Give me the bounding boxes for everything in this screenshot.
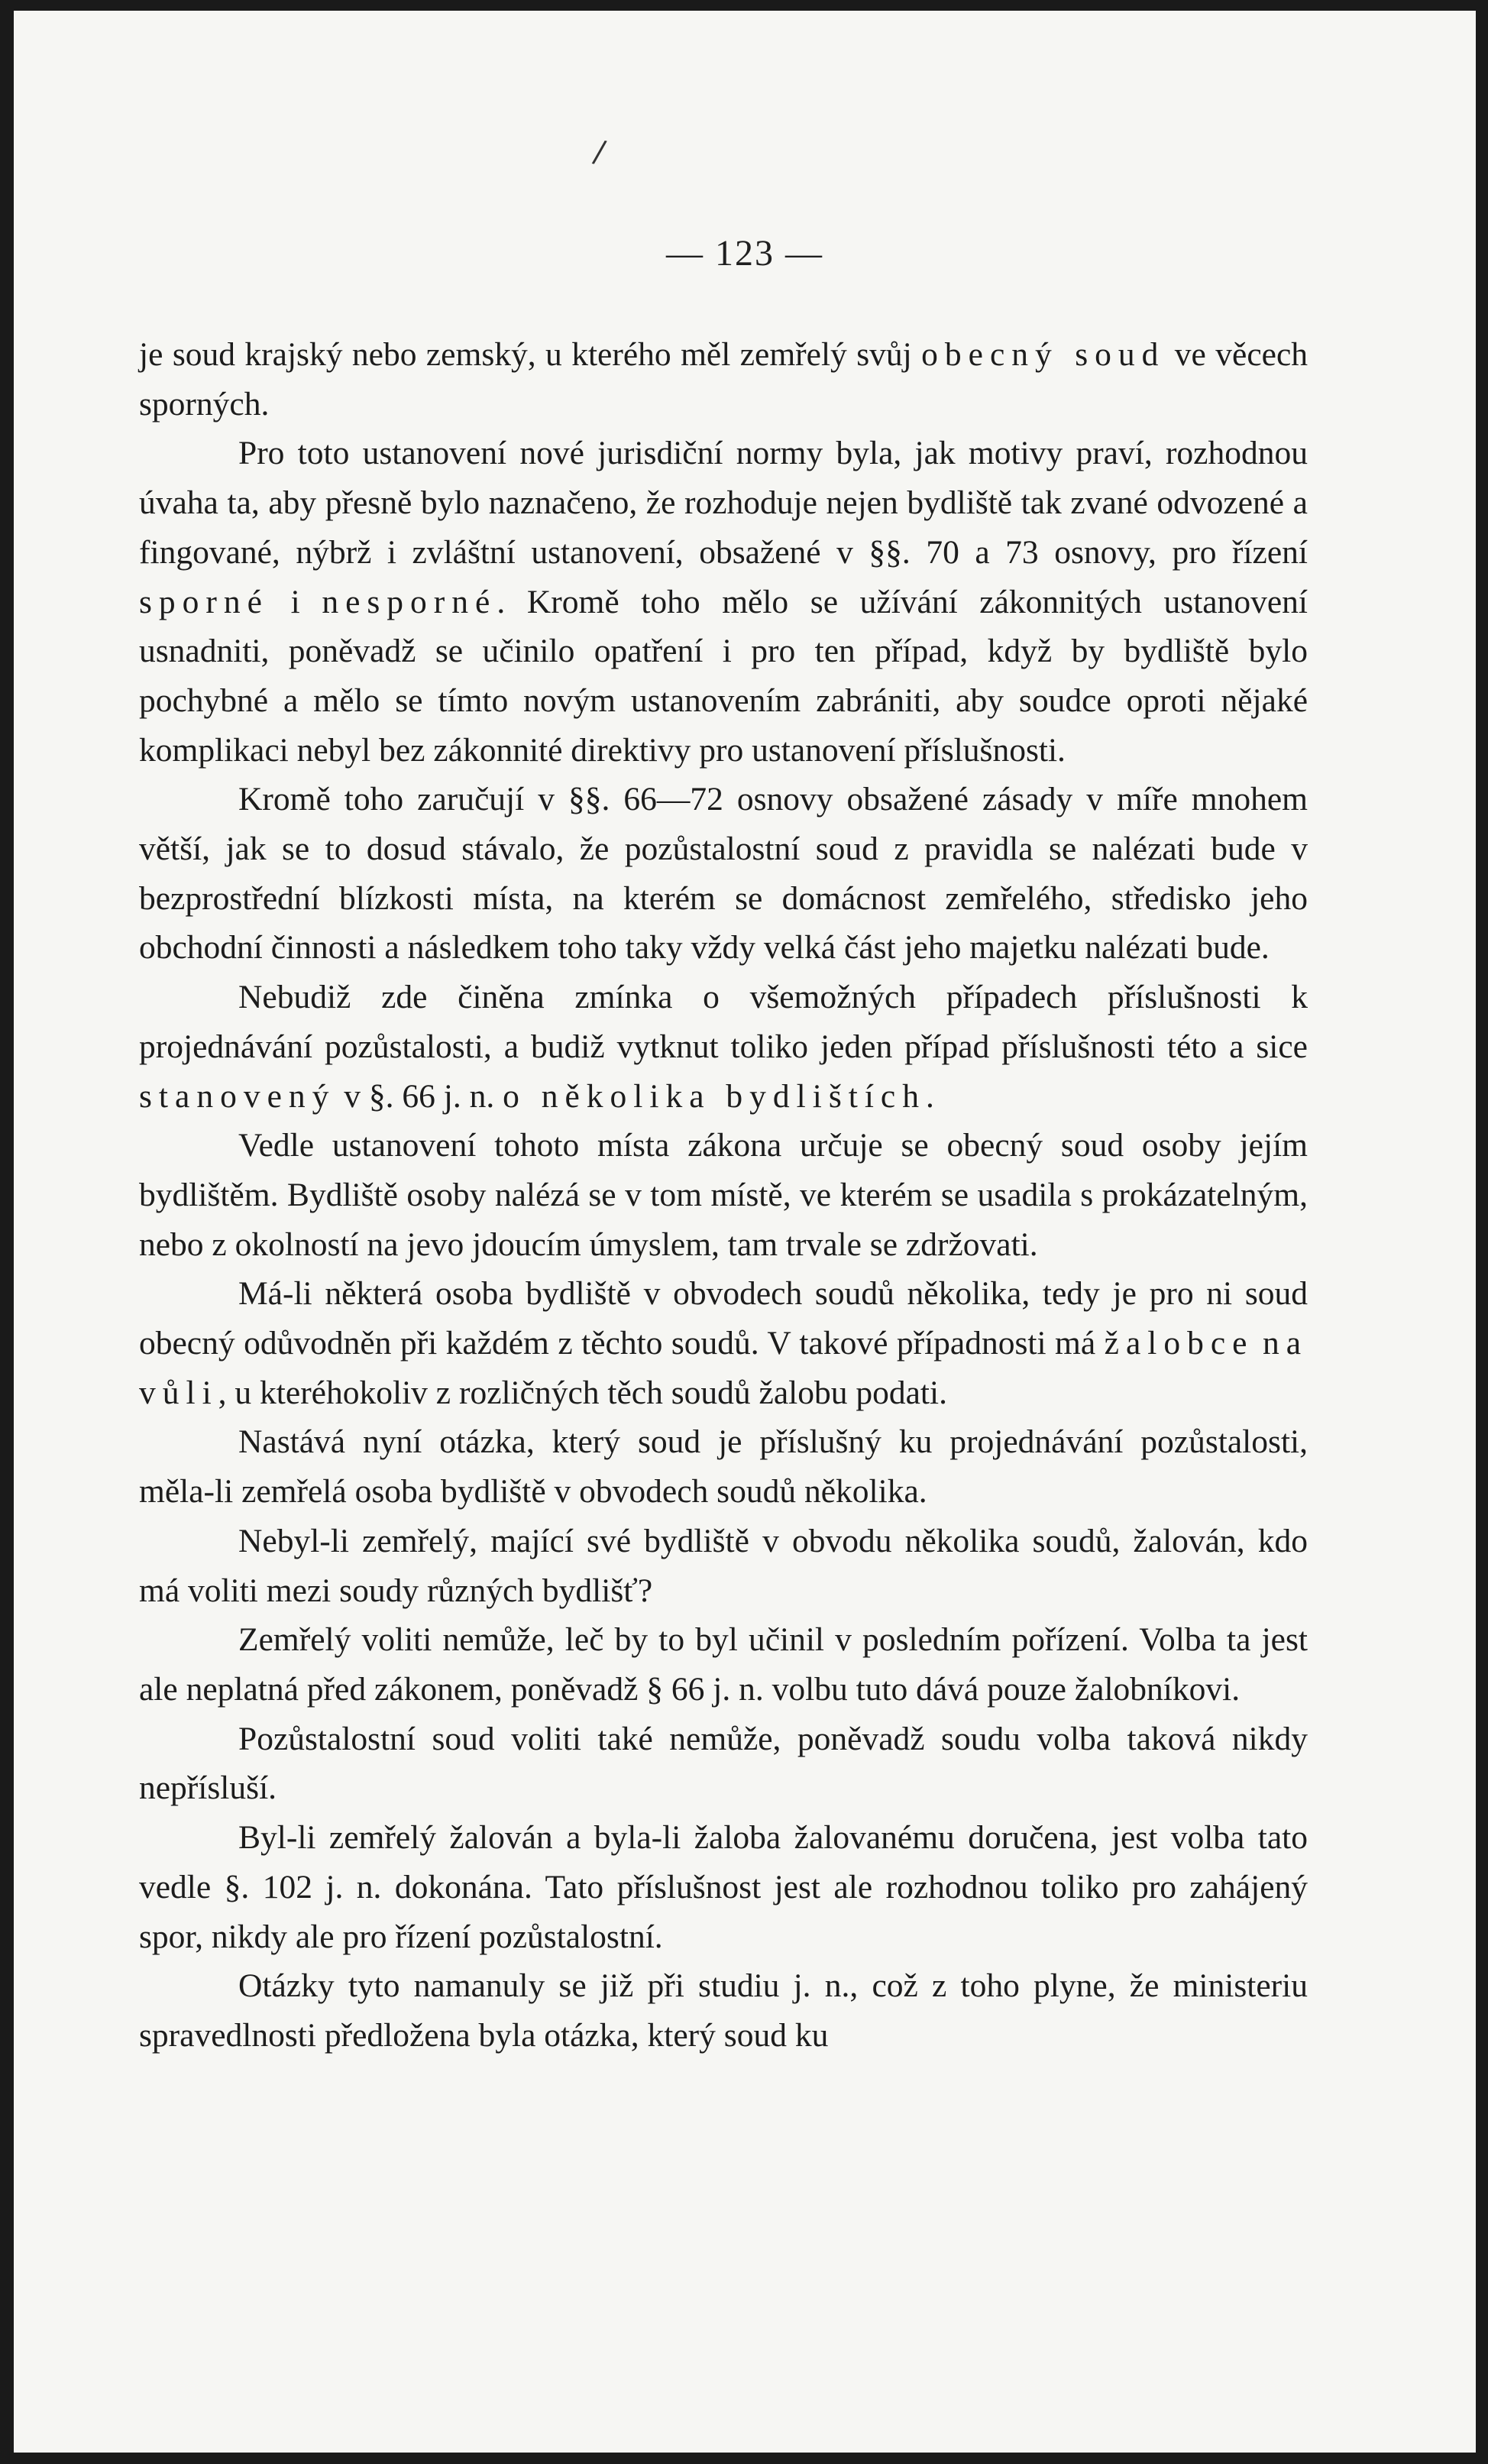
text-segment: Nebudiž zde činěna zmínka o všemožných případech příslušnosti k projednávání pozůstalosti, a budiž vytknut toliko jeden případ příslušnosti této a sice	[139, 979, 1308, 1065]
paragraph	[139, 330, 1308, 429]
text-segment: ve věcech sporných.	[139, 336, 1308, 423]
emphasized-text: o několika bydlištích	[503, 1077, 926, 1115]
text-segment: .	[925, 1077, 934, 1115]
emphasized-text: obecný soud	[921, 336, 1166, 373]
text-segment: v §. 66 j. n.	[335, 1077, 503, 1115]
paragraph	[139, 1269, 1308, 1417]
emphasized-text: nesporné	[322, 583, 497, 620]
paragraph	[139, 1517, 1308, 1615]
paragraph	[139, 429, 1308, 775]
body-text	[139, 330, 1308, 2061]
text-segment: Nastává nyní otázka, který soud je příslušný ku projednávání pozůstalosti, měla-li zemřelá osoba bydliště v obvodech soudů několika.	[139, 1423, 1308, 1510]
emphasized-text: žalobce	[1104, 1325, 1254, 1362]
text-segment: . Kromě toho mělo se užívání zákonnitých ustanovení usnadniti, poněvadž se učinilo opatření i pro ten případ, když by bydliště bylo pochybné a mělo se tímto novým ustanovením zabrániti, aby soudce oproti nějaké komplikaci nebyl bez zákonnité direktivy pro ustanovení příslušnosti.	[139, 583, 1308, 769]
paragraph	[139, 1813, 1308, 1961]
text-segment: Nebyl-li zemřelý, mající své bydliště v obvodu několika soudů, žalován, kdo má voliti mezi soudy různých bydlišť?	[139, 1522, 1308, 1609]
paragraph	[139, 1615, 1308, 1714]
paragraph	[139, 1121, 1308, 1269]
paragraph	[139, 973, 1308, 1121]
text-segment: Pro toto ustanovení nové jurisdiční normy byla, jak motivy praví, rozhodnou úvaha ta, aby přesně bylo naznačeno, že rozhoduje nejen bydliště tak zvané odvozené a fingované, nýbrž i zvláštní ustanovení, obsažené v §§. 70 a 73 osnovy, pro řízení	[139, 435, 1308, 571]
text-segment: Vedle ustanovení tohoto místa zákona určuje se obecný soud osoby jejím bydlištěm. Bydliště osoby nalézá se v tom místě, ve kterém se usadila s prokázatelným, nebo z okolností na jevo jdoucím úmyslem, tam trvale se zdržovati.	[139, 1127, 1308, 1263]
paragraph	[139, 775, 1308, 973]
text-segment: Pozůstalostní soud voliti také nemůže, poněvadž soudu volba taková nikdy nepřísluší.	[139, 1720, 1308, 1807]
text-segment: , u kteréhokoliv z rozličných těch soudů žalobu podati.	[218, 1374, 947, 1411]
paragraph	[139, 1417, 1308, 1516]
text-segment: Kromě toho zaručují v §§. 66—72 osnovy obsažené zásady v míře mnohem větší, jak se to dosud stávalo, že pozůstalostní soud z pravidla se nalézati bude v bezprostřední blízkosti místa, na kterém se domácnost zemřelého, středisko jeho obchodní činnosti a následkem toho taky vždy velká část jeho majetku nalézati bude.	[139, 781, 1308, 966]
text-segment: Má-li některá osoba bydliště v obvodech soudů několika, tedy je pro ni soud obecný odůvodněn při každém z těchto soudů. V takové případnosti má	[139, 1275, 1308, 1362]
page-number: — 123 —	[666, 233, 823, 274]
emphasized-text: sporné	[139, 583, 269, 620]
text-segment	[1253, 1325, 1262, 1362]
paragraph	[139, 1714, 1308, 1813]
scanned-page	[14, 11, 1476, 2453]
text-segment: i	[268, 583, 322, 620]
text-segment: Byl-li zemřelý žalován a byla-li žaloba žalovanému doručena, jest volba tato vedle §. 102 j. n. dokonána. Tato příslušnost jest ale rozhodnou toliko pro zahájený spor, nikdy ale pro řízení pozůstalostní.	[139, 1819, 1308, 1955]
text-segment: Otázky tyto namanuly se již při studiu j. n., což z toho plyne, že ministeriu spravedlnosti předložena byla otázka, který soud ku	[139, 1967, 1308, 2054]
emphasized-text: stanovený	[139, 1077, 336, 1115]
text-segment: je soud krajský nebo zemský, u kterého měl zemřelý svůj	[139, 336, 922, 373]
paragraph	[139, 1961, 1308, 2060]
text-segment: Zemřelý voliti nemůže, leč by to byl učinil v posledním pořízení. Volba ta jest ale neplatná před zákonem, poněvadž § 66 j. n. volbu tuto dává pouze žalobníkovi.	[139, 1621, 1308, 1708]
pencil-mark: /	[590, 134, 609, 170]
emphasized-text: na vůli	[139, 1325, 1308, 1411]
